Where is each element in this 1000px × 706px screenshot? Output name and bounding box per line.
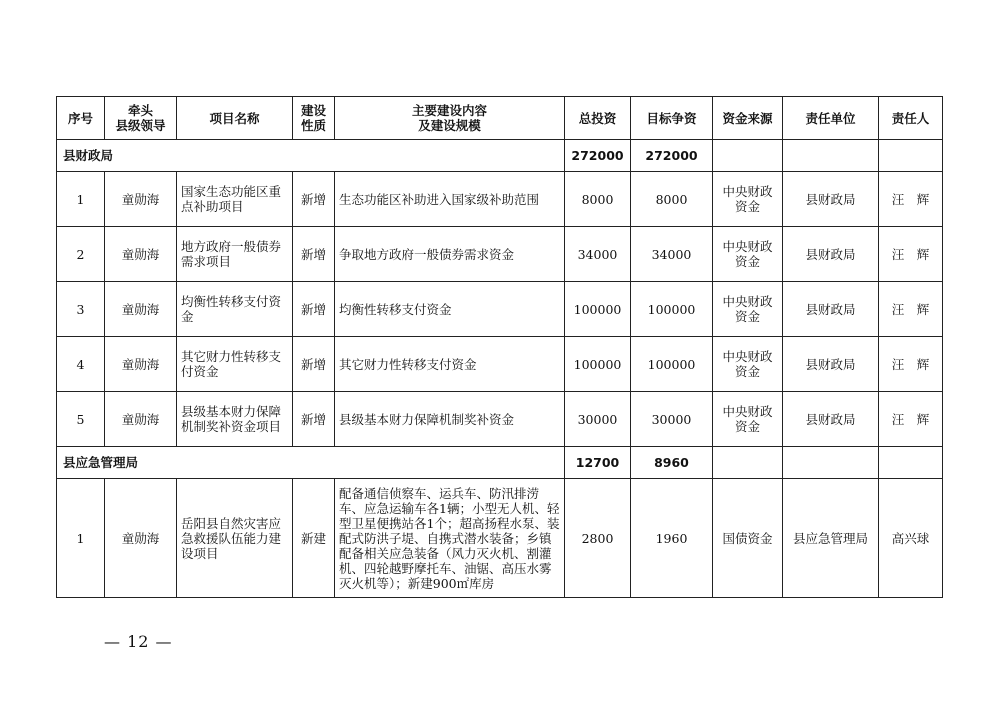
cell-content: 配备通信侦察车、运兵车、防汛排涝车、应急运输车各1辆；小型无人机、轻型卫星便携站各1个；超高扬程水泵、装配式防洪子堤、自携式潜水装备；乡镇配备相关应急装备（风力灭火机、割灌机、四轮越野摩托车、油锯、高压水雾灭火机等）；新建900㎡库房	[335, 479, 565, 598]
group-target: 8960	[631, 447, 713, 479]
cell-index: 1	[57, 172, 105, 227]
table-row	[57, 392, 943, 447]
cell-content: 其它财力性转移支付资金	[335, 337, 565, 392]
col-header-person: 责任人	[879, 97, 943, 140]
cell-nature: 新增	[293, 282, 335, 337]
col-header-content: 主要建设内容 及建设规模	[335, 97, 565, 140]
cell-leader: 童勋海	[105, 479, 177, 598]
table-row	[57, 282, 943, 337]
cell-person: 汪 辉	[879, 282, 943, 337]
cell-source: 中央财政资金	[713, 282, 783, 337]
header-row	[57, 97, 943, 140]
cell-index: 2	[57, 227, 105, 282]
col-header-leader: 牵头 县级领导	[105, 97, 177, 140]
cell-target: 100000	[631, 282, 713, 337]
group-total: 272000	[565, 140, 631, 172]
group-source-empty	[713, 447, 783, 479]
col-header-project-name: 项目名称	[177, 97, 293, 140]
cell-total: 100000	[565, 282, 631, 337]
cell-leader: 童勋海	[105, 227, 177, 282]
cell-project-name: 均衡性转移支付资金	[177, 282, 293, 337]
cell-unit: 县财政局	[783, 282, 879, 337]
table-row	[57, 227, 943, 282]
cell-content: 县级基本财力保障机制奖补资金	[335, 392, 565, 447]
cell-source: 国债资金	[713, 479, 783, 598]
cell-person: 汪 辉	[879, 172, 943, 227]
cell-nature: 新增	[293, 337, 335, 392]
table-row	[57, 172, 943, 227]
group-source-empty	[713, 140, 783, 172]
col-header-target: 目标争资	[631, 97, 713, 140]
cell-source: 中央财政资金	[713, 172, 783, 227]
col-header-source: 资金来源	[713, 97, 783, 140]
group-row	[57, 447, 943, 479]
cell-project-name: 其它财力性转移支付资金	[177, 337, 293, 392]
cell-total: 30000	[565, 392, 631, 447]
cell-unit: 县财政局	[783, 172, 879, 227]
table-row	[57, 479, 943, 598]
cell-total: 34000	[565, 227, 631, 282]
cell-project-name: 国家生态功能区重点补助项目	[177, 172, 293, 227]
cell-project-name: 地方政府一般债券需求项目	[177, 227, 293, 282]
cell-person: 高兴球	[879, 479, 943, 598]
cell-content: 生态功能区补助进入国家级补助范围	[335, 172, 565, 227]
cell-total: 100000	[565, 337, 631, 392]
cell-nature: 新增	[293, 227, 335, 282]
cell-nature: 新建	[293, 479, 335, 598]
cell-unit: 县应急管理局	[783, 479, 879, 598]
col-header-total: 总投资	[565, 97, 631, 140]
cell-leader: 童勋海	[105, 282, 177, 337]
group-row	[57, 140, 943, 172]
group-person-empty	[879, 447, 943, 479]
cell-leader: 童勋海	[105, 337, 177, 392]
group-unit-empty	[783, 447, 879, 479]
cell-content: 争取地方政府一般债券需求资金	[335, 227, 565, 282]
group-total: 12700	[565, 447, 631, 479]
cell-index: 3	[57, 282, 105, 337]
page-number: — 12 —	[104, 632, 173, 651]
group-unit-empty	[783, 140, 879, 172]
cell-leader: 童勋海	[105, 172, 177, 227]
cell-nature: 新增	[293, 172, 335, 227]
cell-project-name: 县级基本财力保障机制奖补资金项目	[177, 392, 293, 447]
cell-index: 1	[57, 479, 105, 598]
cell-target: 34000	[631, 227, 713, 282]
cell-source: 中央财政资金	[713, 337, 783, 392]
col-header-index: 序号	[57, 97, 105, 140]
cell-person: 汪 辉	[879, 392, 943, 447]
cell-source: 中央财政资金	[713, 392, 783, 447]
cell-target: 1960	[631, 479, 713, 598]
cell-source: 中央财政资金	[713, 227, 783, 282]
cell-total: 2800	[565, 479, 631, 598]
table-row	[57, 337, 943, 392]
cell-project-name: 岳阳县自然灾害应急救援队伍能力建设项目	[177, 479, 293, 598]
cell-nature: 新增	[293, 392, 335, 447]
cell-target: 8000	[631, 172, 713, 227]
cell-total: 8000	[565, 172, 631, 227]
cell-leader: 童勋海	[105, 392, 177, 447]
group-name: 县财政局	[57, 140, 565, 172]
cell-unit: 县财政局	[783, 337, 879, 392]
col-header-unit: 责任单位	[783, 97, 879, 140]
col-header-nature: 建设 性质	[293, 97, 335, 140]
group-person-empty	[879, 140, 943, 172]
cell-target: 100000	[631, 337, 713, 392]
cell-unit: 县财政局	[783, 392, 879, 447]
project-table	[56, 96, 943, 598]
cell-target: 30000	[631, 392, 713, 447]
group-target: 272000	[631, 140, 713, 172]
cell-index: 4	[57, 337, 105, 392]
cell-unit: 县财政局	[783, 227, 879, 282]
cell-person: 汪 辉	[879, 337, 943, 392]
cell-person: 汪 辉	[879, 227, 943, 282]
group-name: 县应急管理局	[57, 447, 565, 479]
cell-index: 5	[57, 392, 105, 447]
cell-content: 均衡性转移支付资金	[335, 282, 565, 337]
